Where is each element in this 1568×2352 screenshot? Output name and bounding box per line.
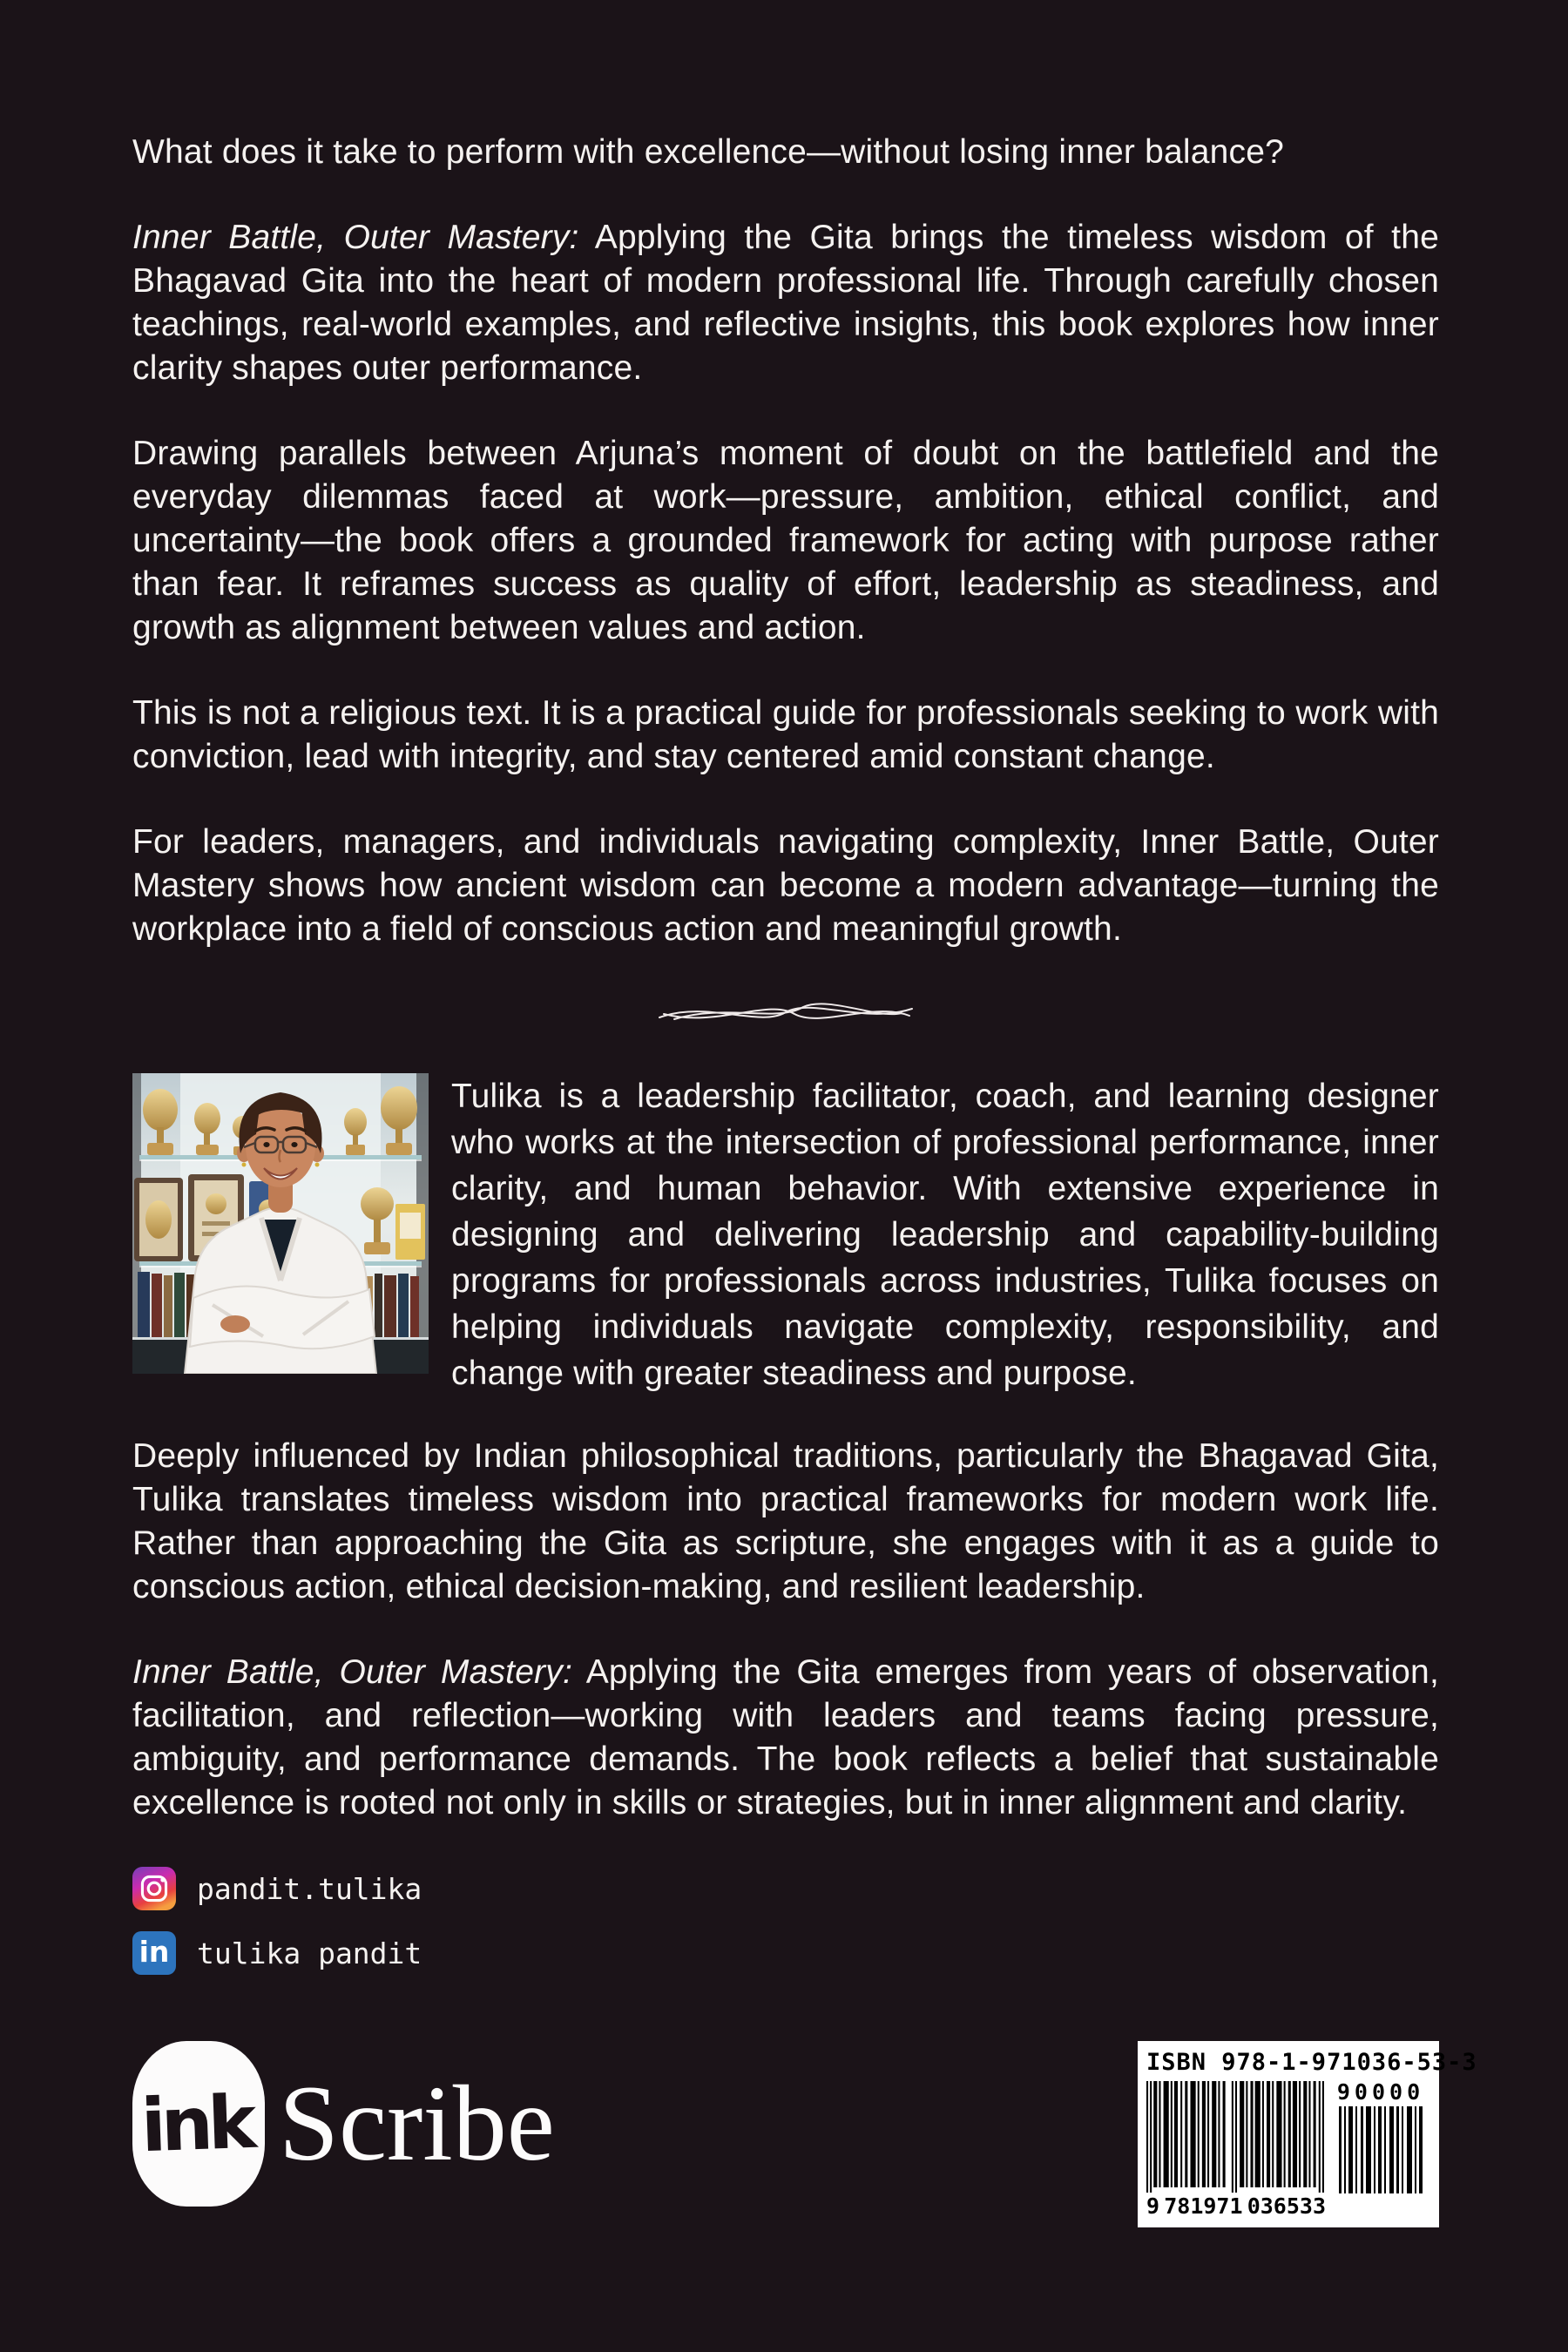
linkedin-badge-text: in (139, 1934, 170, 1969)
publisher-logo-ink-blob (132, 2041, 265, 2207)
instagram-row (132, 1867, 1439, 1910)
author-bio-paragraph-3 (132, 1651, 1439, 1825)
synopsis-paragraph-1 (132, 216, 1439, 390)
barcode-main-bars-icon (1146, 2081, 1326, 2193)
instagram-handle: pandit.tulika (197, 1871, 422, 1906)
swash-divider-icon (655, 993, 916, 1030)
ean-digits (1146, 2195, 1326, 2217)
author-bio-paragraph-3-text: Applying the Gita emerges from years of observation, facilitation, and reflection—working with leaders and teams facing pressure, ambiguity, and performance demands. The book reflects a belief that sustainable excellence is rooted not only in skills or strategies, but in inner alignment and clarity. (132, 1653, 1439, 1821)
isbn-number: ISBN 978-1-971036-53-3 (1146, 2049, 1477, 2076)
barcode-addon (1338, 2081, 1423, 2193)
book-title-italic: Inner Battle, Outer Mastery: (132, 219, 579, 256)
isbn-barcode (1138, 2041, 1477, 2227)
footer (132, 2041, 1477, 2227)
ean-group-1: 781971 (1164, 2193, 1243, 2219)
book-title-italic: Inner Battle, Outer Mastery: (132, 1653, 573, 1691)
addon-code-text: 90000 (1336, 2079, 1425, 2105)
author-section (132, 1073, 1439, 1396)
barcode-addon-bars-icon (1339, 2106, 1423, 2193)
publisher-logo (132, 2041, 555, 2207)
linkedin-handle: tulika pandit (197, 1936, 422, 1970)
synopsis-paragraph-1-text: Applying the Gita brings the timeless wisdom of the Bhagavad Gita into the heart of modern professional life. Through carefully chosen teachings, real-world examples, and reflective insights, this book explores how inner clarity shapes outer performance. (132, 219, 1439, 387)
author-bio-paragraph-2: Deeply influenced by Indian philosophical traditions, particularly the Bhagavad Gita, Tulika translates timeless wisdom into practical frameworks for modern work life. Rather than approaching the Gita as scripture, she engages with it as a guide to conscious action, ethical decision-making, and resilient leadership. (132, 1437, 1439, 1605)
ean-digit-left: 9 (1146, 2193, 1160, 2219)
hook-line: What does it take to perform with excellence—without losing inner balance? (132, 133, 1284, 171)
author-photo (132, 1073, 429, 1374)
barcode-main (1146, 2081, 1326, 2217)
ornamental-divider (132, 993, 1439, 1030)
synopsis-paragraph-2: Drawing parallels between Arjuna’s moment of doubt on the battlefield and the everyday dilemmas faced at work—pressure, ambition, ethical conflict, and uncertainty—the book offers a grounded framework for acting with purpose rather than fear. It reframes success as quality of effort, leadership as steadiness, and growth as alignment between values and action. (132, 435, 1439, 646)
linkedin-row (132, 1931, 1439, 1975)
synopsis-paragraph-3: This is not a religious text. It is a practical guide for professionals seeking to work with conviction, lead with integrity, and stay centered amid constant change. (132, 694, 1439, 775)
social-links (132, 1867, 1439, 1975)
ean-group-2: 036533 (1247, 2193, 1326, 2219)
barcode-bars-row (1146, 2081, 1430, 2217)
instagram-icon (132, 1867, 176, 1910)
publisher-logo-scribe-text: Scribe (279, 2064, 555, 2183)
linkedin-icon (132, 1931, 176, 1975)
author-photo-illustration (132, 1073, 429, 1374)
author-bio-paragraph-1: Tulika is a leadership facilitator, coach, and learning designer who works at the intersection of professional performance, inner clarity, and human behavior. With extensive experience in designing and delivering leadership and capability-building programs for professionals across industries, Tulika focuses on helping individuals navigate complexity, responsibility, and change with greater steadiness and purpose. (451, 1078, 1439, 1392)
publisher-logo-ink-text: ink (139, 2078, 253, 2169)
synopsis-paragraph-4: For leaders, managers, and individuals navigating complexity, Inner Battle, Outer Mastery shows how ancient wisdom can become a modern advantage—turning the workplace into a field of conscious action and meaningful growth. (132, 823, 1439, 948)
